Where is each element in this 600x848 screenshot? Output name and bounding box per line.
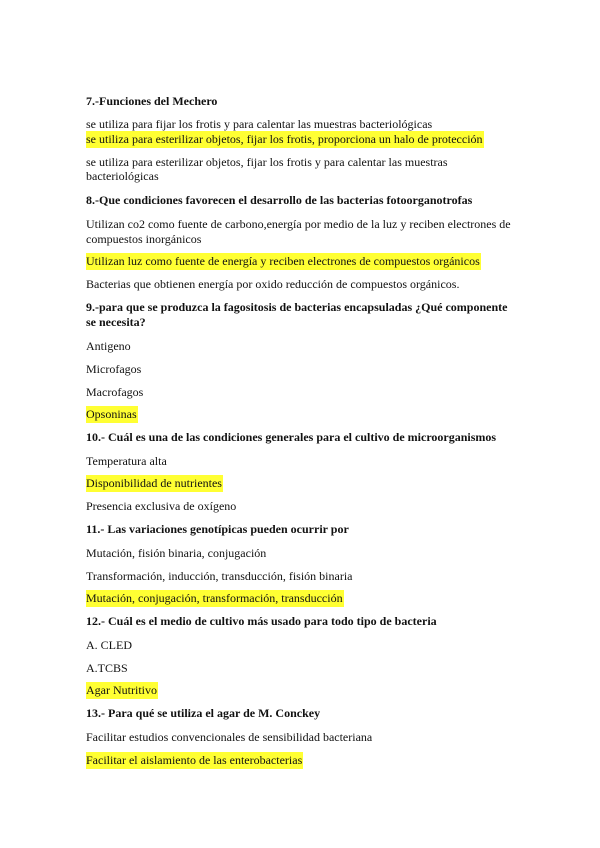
answer-option-correct: [86, 683, 158, 698]
answer-option-correct: [86, 132, 484, 147]
answer-option: Macrofagos: [86, 385, 144, 399]
answer-option-correct: [86, 476, 223, 491]
question-title: 11.- Las variaciones genotípicas pueden ocurrir por: [86, 522, 349, 536]
highlight: Mutación, conjugación, transformación, transducción: [86, 591, 343, 605]
answer-option: Mutación, fisión binaria, conjugación: [86, 546, 267, 560]
question-title-continuation: se necesita?: [86, 315, 146, 329]
highlight: Facilitar el aislamiento de las enterobacterias: [86, 753, 303, 767]
answer-option: Bacterias que obtienen energía por oxido reducción de compuestos orgánicos.: [86, 277, 460, 291]
answer-option-correct: [86, 407, 138, 422]
answer-option: A. CLED: [86, 638, 132, 652]
question-title: 13.- Para qué se utiliza el agar de M. Conckey: [86, 706, 321, 720]
highlight: se utiliza para esterilizar objetos, fijar los frotis, proporciona un halo de protección: [86, 132, 483, 146]
question-title: 9.-para que se produzca la fagositosis de bacterias encapsuladas ¿Qué componente: [86, 300, 508, 314]
highlight: Utilizan luz como fuente de energía y reciben electrones de compuestos orgánicos: [86, 254, 480, 268]
answer-option: Facilitar estudios convencionales de sensibilidad bacteriana: [86, 730, 373, 744]
answer-option: se utiliza para fijar los frotis y para calentar las muestras bacteriológicas: [86, 117, 433, 131]
question-title: 7.-Funciones del Mechero: [86, 94, 218, 108]
question-title: 8.-Que condiciones favorecen el desarrollo de las bacterias fotoorganotrofas: [86, 193, 473, 207]
answer-option: Antigeno: [86, 339, 131, 353]
answer-option-correct: [86, 591, 344, 606]
highlight: Disponibilidad de nutrientes: [86, 476, 222, 490]
highlight: Agar Nutritivo: [86, 683, 157, 697]
answer-option: A.TCBS: [86, 661, 128, 675]
answer-option: Microfagos: [86, 362, 142, 376]
answer-option-continuation: bacteriológicas: [86, 169, 159, 183]
answer-option: Utilizan co2 como fuente de carbono,energía por medio de la luz y reciben electrones de: [86, 217, 511, 231]
highlight: Opsoninas: [86, 407, 137, 421]
answer-option-correct: [86, 753, 303, 768]
answer-option: se utiliza para esterilizar objetos, fijar los frotis y para calentar las muestras: [86, 155, 448, 169]
answer-option: Temperatura alta: [86, 454, 167, 468]
question-title: 10.- Cuál es una de las condiciones generales para el cultivo de microorganismos: [86, 430, 497, 444]
answer-option: Presencia exclusiva de oxígeno: [86, 499, 237, 513]
answer-option-continuation: compuestos inorgánicos: [86, 232, 202, 246]
question-title: 12.- Cuál es el medio de cultivo más usado para todo tipo de bacteria: [86, 614, 437, 628]
answer-option: Transformación, inducción, transducción, fisión binaria: [86, 569, 353, 583]
answer-option-correct: [86, 254, 481, 269]
